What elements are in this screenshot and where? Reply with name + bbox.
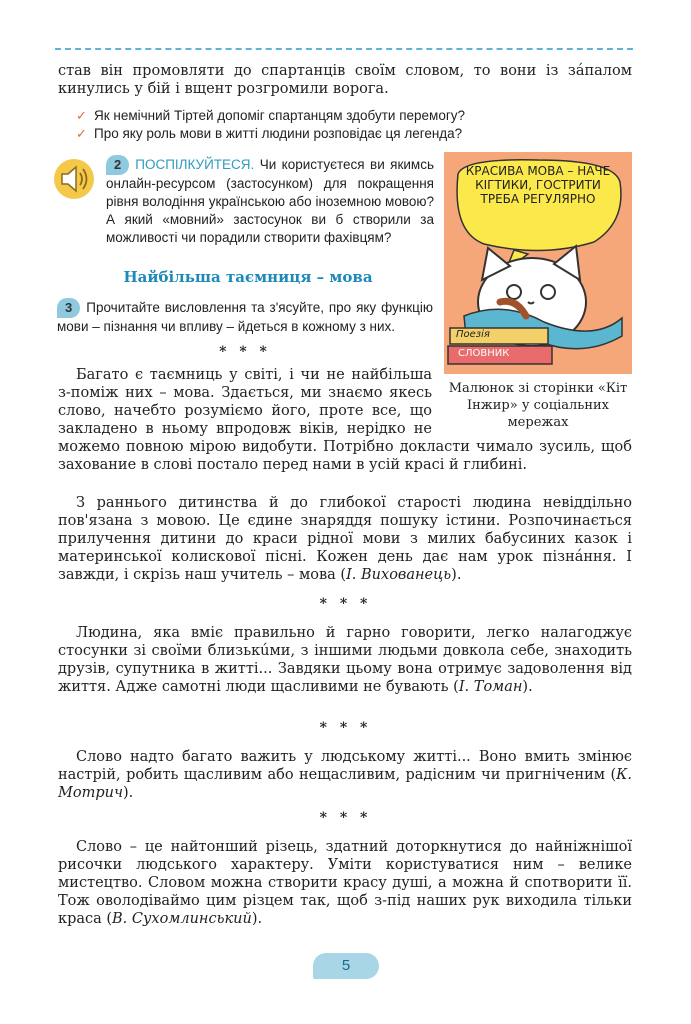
book-title-dictionary: СЛОВНИК [458,348,510,359]
intro-paragraph: став він промовляти до спартанців своїм словом, то вони із зáпалом кинулись у бій і вщент розгромили ворога. [58,63,632,97]
image-caption: Малюнок зі сторінки «Кіт Інжир» у соціальних мережах [448,381,628,430]
stars-separator: * * * [319,810,372,826]
question-item: ✓ Як немічний Тіртей допоміг спартанцям здобути перемогу? [76,108,466,123]
task-number-badge: 2 [106,155,129,175]
task-text: Чи користуєтеся ви якимсь онлайн-ресурсом (застосунком) для покращення рівня володіння українською або іноземною мовою? А який «мовний» застосунок ви б створили за можливості чи порадили створити фахівцям? [106,157,434,245]
speaker-icon [53,158,95,200]
question-item: ✓ Про яку роль мови в житті людини розповідає ця легенда? [76,126,463,141]
cat-illustration [444,152,632,374]
bubble-text: КРАСИВА МОВА – НАЧЕ КІГТИКИ, ГОСТРИТИ ТРЕБА РЕГУЛЯРНО [465,164,611,206]
page-number: 5 [313,953,379,979]
task-text: Прочитайте висловлення та з'ясуйте, про яку функцію мови – пізнання чи впливу – йдеться в кожному з них. [57,300,433,334]
check-icon: ✓ [76,108,87,123]
task-2 [106,155,434,247]
paragraph-1-text: Багато є таємниць у світі, і чи не найбільша з-поміж них – мова. Здається, ми знаємо якесь слово, начебто розуміємо його, проте все, що закладено в ньому впродовж віків, нерідко не можемо повною мірою видобути. Потрібно докласти чимало зусиль, щоб захование в слові постало перед нами в усій красі й глибині. [58,367,632,473]
section-title: Найбільша таємниця – мова [123,268,373,286]
author-name: І. Томан [458,679,523,695]
book-title-poetry: Поезія [456,329,490,340]
task-3 [57,298,433,336]
stars-separator: * * * [319,720,372,736]
paragraph-2: З раннього дитинства й до глибокої старості людина невіддільно пов'язана з мовою. Це єдине знаряддя пошуку істини. Розпочинається прилучення дитини до краси рідної мови з милих бабусиних казок і материнської колискової пісні. Кожен день дає нам урок пізнáння. І завжди, і скрізь наш учитель – мова (І. Вихованець). [58,495,632,583]
task-number-badge: 3 [57,298,80,318]
paragraph-5: Слово – це найтонший різець, здатний доторкнутися до найніжнішої рисочки людського характеру. Уміти користуватися ним – велике мистецтво. Словом можна створити красу душі, а можна й спотворити її. Тож оволодіваймо цим різцем так, щоб з-під наших рук виходила тільки краса (В. Сухомлинський). [58,839,632,927]
top-divider [55,48,633,50]
question-list [76,107,596,143]
stars-separator: * * * [219,344,271,360]
paragraph-4: Слово надто багато важить у людському житті... Воно вмить змінює настрій, робить щасливим або нещасливим, радісним чи пригніченим (К. Мотрич). [58,749,632,801]
check-icon: ✓ [76,126,87,141]
author-name: К. Мотрич [58,767,632,801]
task-heading: ПОСПІЛКУЙТЕСЯ. [135,157,255,172]
author-name: І. Вихованець [346,567,452,583]
paragraph-3: Людина, яка вміє правильно й гарно говорити, легко налагоджує стосунки зі своїми близькúми, з іншими людьми довкола себе, знаходить друзів, супутника в житті... Завдяки цьому вона отримує задоволення від життя. Адже самотні люди щасливими не бувають (І. Томан). [58,625,632,695]
author-name: В. Сухомлинський [112,911,252,927]
stars-separator: * * * [319,596,372,612]
paragraph-1 [58,366,632,474]
float-spacer [432,366,632,438]
